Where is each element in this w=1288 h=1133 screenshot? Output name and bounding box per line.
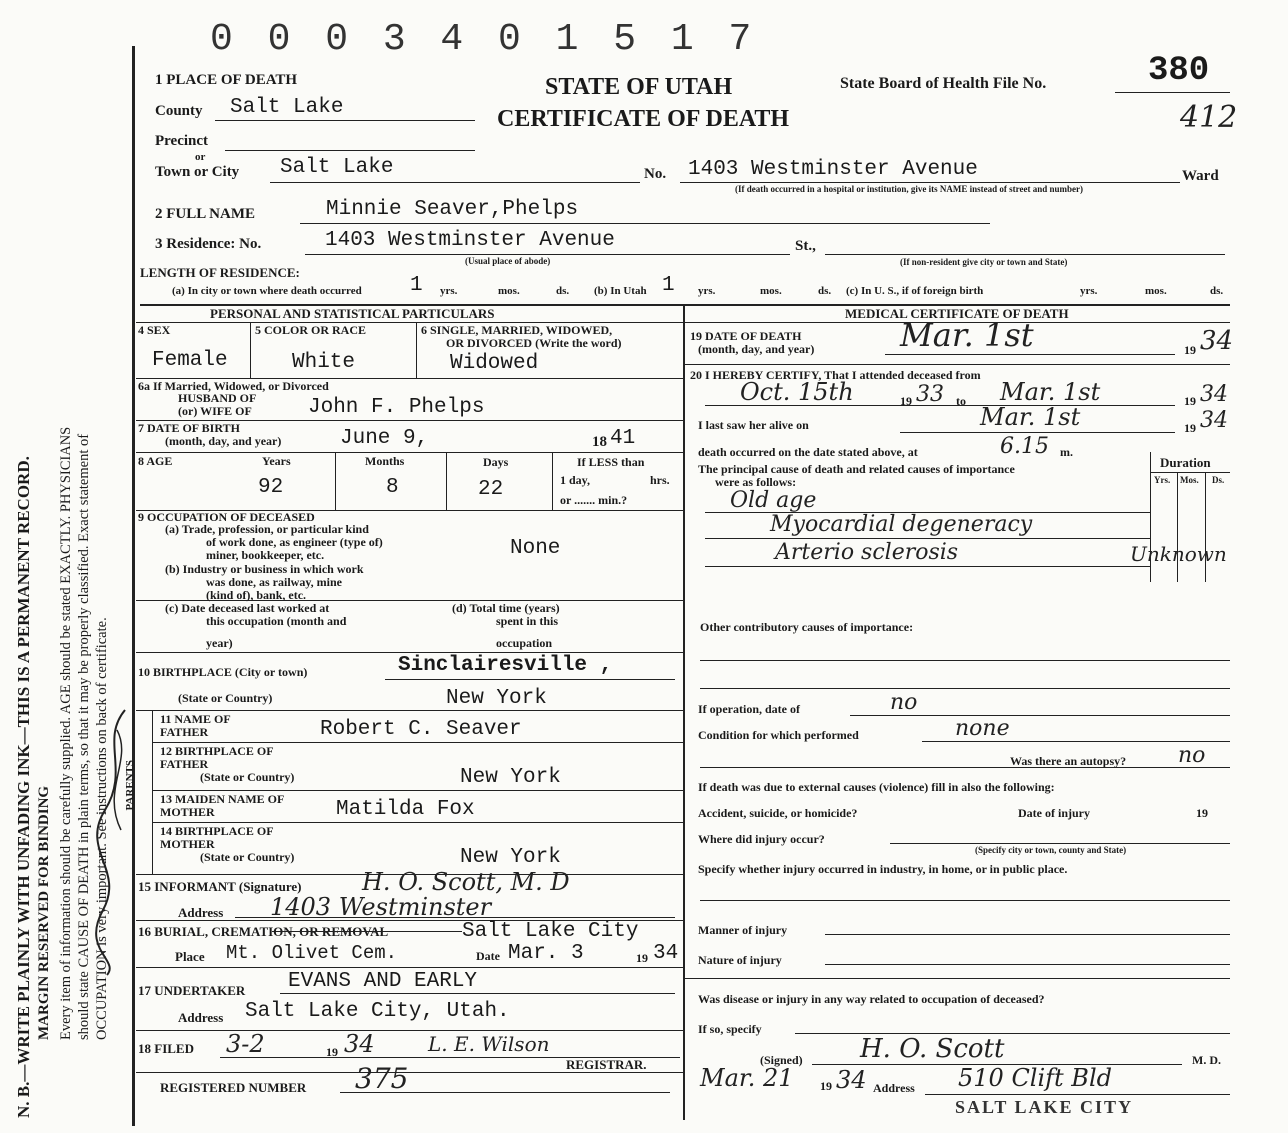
- residence-utah-years: 1: [662, 274, 675, 297]
- age-days-value: 22: [478, 478, 504, 501]
- occupation-b-3: (kind of), bank, etc.: [206, 588, 307, 602]
- file-number-hand: 412: [1180, 100, 1238, 135]
- mother-value: Matilda Fox: [336, 798, 475, 821]
- center-divider: [683, 305, 685, 1120]
- address-stamp: SALT LAKE CITY: [955, 1097, 1134, 1117]
- occurred-label: death occurred on the date stated above, at: [698, 445, 918, 459]
- dod-year: 34: [1200, 326, 1234, 356]
- occupation-d-3: occupation: [496, 636, 553, 650]
- signed-date: Mar. 21: [700, 1064, 794, 1092]
- father-value: Robert C. Seaver: [320, 718, 522, 741]
- town-value: Salt Lake: [280, 156, 394, 179]
- certificate-title: CERTIFICATE OF DEATH: [497, 106, 790, 132]
- residence-us-mos-label: mos.: [1145, 285, 1167, 297]
- precinct-label: Precinct: [155, 133, 209, 149]
- informant-address-line: [235, 917, 675, 918]
- rule-dod: [685, 364, 1230, 365]
- margin-binding: MARGIN RESERVED FOR BINDING: [36, 785, 52, 1040]
- margin-instructions-2: should state CAUSE OF DEATH in plain terms, so that it may be properly classified. Exact statement of: [76, 433, 92, 1040]
- rule-undertaker: [136, 1030, 683, 1031]
- father-state-label: (State or Country): [200, 770, 295, 784]
- physician-address-label: Address: [873, 1081, 915, 1095]
- where-label: Where did injury occur?: [698, 832, 825, 846]
- occupation-a-2: of work done, as engineer (type of): [206, 535, 383, 549]
- color-label: 5 COLOR OR RACE: [255, 323, 367, 337]
- occupation-a-3: miner, bookkeeper, etc.: [206, 548, 325, 562]
- cause-2-line: [705, 538, 1150, 539]
- duration-mos-col: Mos.: [1180, 475, 1199, 485]
- marital-label-1: 6 SINGLE, MARRIED, WIDOWED,: [421, 323, 613, 337]
- state-title: STATE OF UTAH: [545, 74, 733, 100]
- attended-to: Mar. 1st: [1000, 378, 1101, 406]
- rule-filed: [136, 1072, 683, 1073]
- dod-label-1: 19 DATE OF DEATH: [690, 329, 802, 343]
- duration-head-rule: [1150, 472, 1230, 473]
- rule-father-bp: [152, 790, 683, 791]
- duration-label: Duration: [1160, 455, 1211, 470]
- physician-signature: H. O. Scott: [860, 1034, 1005, 1064]
- dob-label-2: (month, day, and year): [165, 434, 282, 448]
- abode-note: (Usual place of abode): [465, 256, 551, 266]
- father-birthplace-label: 12 BIRTHPLACE OF FATHER: [160, 744, 274, 771]
- residence-value: 1403 Westminster Avenue: [325, 229, 615, 252]
- margin-instructions-1: Every item of information should be carefully supplied. AGE should be stated EXACTLY. PHYSICIANS: [58, 426, 74, 1040]
- birthplace-state-label: (State or Country): [178, 691, 273, 705]
- registrar-signature: L. E. Wilson: [428, 1032, 550, 1056]
- burial-place-value: Salt Lake City: [462, 920, 639, 943]
- physician-address-line: [925, 1094, 1230, 1095]
- father-label: 11 NAME OF FATHER: [160, 712, 231, 739]
- hospital-note: (If death occurred in a hospital or institution, give its NAME instead of street and number): [735, 184, 1084, 194]
- marital-value: Widowed: [450, 352, 539, 375]
- from-year-prefix: 19: [900, 394, 912, 408]
- birthplace-state: New York: [446, 687, 547, 710]
- nature-label: Nature of injury: [698, 953, 782, 967]
- manner-line: [825, 934, 1230, 935]
- undertaker-value: EVANS AND EARLY: [288, 970, 478, 993]
- spouse-value: John F. Phelps: [308, 396, 485, 419]
- residence-utah-label: (b) In Utah: [594, 285, 647, 297]
- informant-label: 15 INFORMANT (Signature): [138, 879, 302, 894]
- residence-city-ds-label: ds.: [556, 285, 570, 297]
- residence-us-ds-label: ds.: [1210, 285, 1224, 297]
- filed-line: [220, 1057, 680, 1058]
- rule-nature: [685, 978, 1230, 979]
- registered-number-line: [340, 1092, 670, 1093]
- injury-date-label: Date of injury: [1018, 806, 1090, 820]
- signed-year-prefix: 19: [820, 1079, 832, 1093]
- town-line: [270, 182, 640, 183]
- where-line: [890, 843, 1230, 844]
- operation-label: If operation, date of: [698, 702, 800, 716]
- rule-dob: [136, 452, 683, 453]
- spouse-label-1: 6a If Married, Widowed, or Divorced: [138, 379, 329, 393]
- cause-2: Myocardial degeneracy: [770, 512, 1033, 537]
- last-seen-value: Mar. 1st: [980, 403, 1081, 431]
- filed-label: 18 FILED: [138, 1041, 194, 1056]
- county-value: Salt Lake: [230, 96, 344, 119]
- to-year-prefix: 19: [1184, 394, 1196, 408]
- town-label: Town or City: [155, 164, 240, 180]
- rule-birthplace: [136, 710, 683, 711]
- residence-city-label: (a) In city or town where death occurred: [172, 285, 362, 297]
- father-birthplace-value: New York: [460, 766, 561, 789]
- or-label: or: [195, 151, 206, 163]
- cemetery-value: Mt. Olivet Cem.: [226, 942, 398, 964]
- undertaker-line: [280, 993, 675, 994]
- parents-label-vertical: PARENTS: [124, 760, 136, 811]
- occ-related-label: Was disease or injury in any way related to occupation of deceased?: [698, 992, 1045, 1006]
- spouse-label-2: HUSBAND OF: [178, 391, 257, 405]
- registered-number: 375: [355, 1062, 409, 1095]
- nonresident-note: (If non-resident give city or town and State): [900, 257, 1068, 267]
- last-saw-label: I last saw her alive on: [698, 418, 809, 432]
- age-days-label: Days: [483, 455, 509, 469]
- contributory-line-2: [700, 688, 1230, 689]
- occupation-b-1: (b) Industry or business in which work: [165, 562, 364, 576]
- margin-signature-scribble: [95, 700, 135, 980]
- dob-year: 41: [610, 427, 636, 450]
- birthplace-city: Sinclairesville ,: [398, 654, 613, 677]
- dod-label-2: (month, day, and year): [698, 342, 815, 356]
- full-name-line: [300, 223, 990, 224]
- margin-notice: N. B.—WRITE PLAINLY WITH UNFADING INK—THIS IS A PERMANENT RECORD.: [14, 456, 33, 1118]
- burial-place-label: Place: [175, 949, 205, 964]
- margin-instructions-3: OCCUPATION is very important. See instructions on back of certificate.: [94, 617, 110, 1040]
- signed-year: 34: [836, 1066, 867, 1094]
- condition-value: none: [955, 716, 1010, 741]
- residence-line: [305, 254, 790, 255]
- physician-address: 510 Clift Bld: [958, 1064, 1112, 1092]
- filed-date: 3-2: [226, 1030, 265, 1058]
- condition-line: [922, 741, 1230, 742]
- personal-heading: PERSONAL AND STATISTICAL PARTICULARS: [210, 306, 495, 321]
- operation-value: no: [890, 690, 918, 715]
- duration-ds-col: Ds.: [1212, 475, 1225, 485]
- filed-year: 34: [344, 1030, 375, 1058]
- birthplace-city-line: [385, 679, 675, 680]
- mother-state-label: (State or Country): [200, 850, 295, 864]
- age-less-label: If LESS than: [577, 455, 645, 469]
- undertaker-address-label: Address: [178, 1010, 224, 1025]
- street-value: 1403 Westminster Avenue: [688, 158, 978, 181]
- occupation-c-3: year): [206, 636, 233, 650]
- precinct-line: [225, 150, 475, 151]
- autopsy-value: no: [1178, 743, 1206, 768]
- informant-address-label: Address: [178, 905, 224, 920]
- residence-city-mos-label: mos.: [498, 285, 520, 297]
- attended-from: Oct. 15th: [740, 378, 854, 406]
- last-seen-line: [900, 432, 1175, 433]
- age-label: 8 AGE: [138, 454, 173, 468]
- cause-3-line: [705, 566, 1150, 567]
- nature-line: [825, 964, 1230, 965]
- accident-label: Accident, suicide, or homicide?: [698, 806, 858, 820]
- occupation-d-1: (d) Total time (years): [452, 601, 560, 615]
- death-time-m-label: m.: [1060, 445, 1073, 459]
- age-hrs-label: hrs.: [650, 473, 670, 487]
- residence-st-line: [825, 254, 1225, 255]
- undertaker-label: 17 UNDERTAKER: [138, 983, 246, 998]
- age-years-label: Years: [262, 454, 291, 468]
- ward-label: Ward: [1182, 168, 1219, 184]
- industry-line: [700, 900, 1230, 901]
- dob-value: June 9,: [340, 427, 429, 450]
- serial-number: 0 0 0 3 4 0 1 5 1 7: [210, 18, 758, 61]
- external-label: If death was due to external causes (violence) fill in also the following:: [698, 780, 1055, 794]
- industry-label: Specify whether injury occurred in industry, in home, or in public place.: [698, 862, 1068, 876]
- dod-line: [885, 354, 1175, 355]
- form-left-border: [132, 46, 135, 1126]
- cause-3: Arterio sclerosis: [775, 540, 959, 565]
- cause-1: Old age: [730, 488, 817, 513]
- place-of-death-label: 1 PLACE OF DEATH: [155, 72, 298, 88]
- duration-yrs-col: Yrs.: [1154, 475, 1171, 485]
- occupation-c-1: (c) Date deceased last worked at: [165, 601, 330, 615]
- residence-us-yrs-label: yrs.: [1080, 285, 1098, 297]
- age-months-label: Months: [365, 454, 405, 468]
- birthplace-label: 10 BIRTHPLACE (City or town): [138, 665, 308, 679]
- mother-birthplace-value: New York: [460, 846, 561, 869]
- age-min-label: or ....... min.?: [560, 493, 628, 507]
- sex-label: 4 SEX: [138, 323, 171, 337]
- contributory-label: Other contributory causes of importance:: [700, 620, 914, 634]
- dob-year-prefix: 18: [592, 434, 607, 450]
- cause-label-1: The principal cause of death and related causes of importance: [698, 462, 1015, 476]
- registered-number-label: REGISTERED NUMBER: [160, 1080, 307, 1095]
- occupation-c-2: this occupation (month and: [206, 614, 347, 628]
- occupation-value: None: [510, 537, 561, 560]
- parents-divider: [152, 710, 153, 875]
- dod-year-prefix: 19: [1184, 343, 1196, 357]
- specify-note: (Specify city or town, county and State): [975, 845, 1127, 855]
- attended-line: [705, 405, 1175, 406]
- undertaker-address: Salt Lake City, Utah.: [245, 1000, 510, 1023]
- burial-label: 16 BURIAL, CREMATION, OR REMOVAL: [138, 924, 389, 939]
- md-label: M. D.: [1192, 1053, 1221, 1067]
- burial-date-label: Date: [476, 949, 500, 963]
- cause-3-duration: Unknown: [1130, 542, 1227, 566]
- registrar-label: REGISTRAR.: [566, 1057, 647, 1072]
- autopsy-label: Was there an autopsy?: [1010, 754, 1127, 768]
- color-divider: [416, 322, 417, 378]
- medical-heading: MEDICAL CERTIFICATE OF DEATH: [845, 306, 1069, 321]
- residence-utah-yrs-label: yrs.: [698, 285, 716, 297]
- burial-strike: [272, 931, 462, 932]
- length-of-residence-label: LENGTH OF RESIDENCE:: [140, 265, 300, 280]
- manner-label: Manner of injury: [698, 923, 788, 937]
- mother-label: 13 MAIDEN NAME OF MOTHER: [160, 792, 284, 819]
- if-so-label: If so, specify: [698, 1022, 762, 1036]
- to-year: 34: [1200, 382, 1228, 407]
- death-time: 6.15: [1000, 434, 1049, 459]
- age-years-value: 92: [258, 476, 284, 499]
- file-number-line: [1115, 92, 1230, 93]
- county-line: [215, 120, 475, 121]
- full-name-value: Minnie Seaver,Phelps: [326, 198, 579, 221]
- residence-us-label: (c) In U. S., if of foreign birth: [846, 285, 984, 297]
- injury-year-prefix: 19: [1196, 806, 1208, 820]
- condition-label: Condition for which performed: [698, 728, 859, 742]
- county-label: County: [155, 103, 203, 119]
- last-seen-year-prefix: 19: [1184, 421, 1196, 435]
- full-name-label: 2 FULL NAME: [155, 206, 256, 222]
- dob-label-1: 7 DATE OF BIRTH: [138, 421, 240, 435]
- burial-year-prefix: 19: [636, 951, 648, 965]
- residence-utah-mos-label: mos.: [760, 285, 782, 297]
- rule-father: [152, 742, 683, 743]
- age-div-2: [446, 452, 447, 510]
- board-file-label: State Board of Health File No.: [840, 75, 1047, 92]
- street-no-label: No.: [644, 166, 667, 182]
- certify-label: 20 I HEREBY CERTIFY, That I attended deceased from: [690, 368, 981, 382]
- signed-label: (Signed): [760, 1053, 803, 1067]
- burial-date-value: Mar. 3: [508, 942, 584, 965]
- street-line: [680, 182, 1180, 183]
- residence-city-yrs-label: yrs.: [440, 285, 458, 297]
- age-day-label: 1 day,: [560, 473, 591, 487]
- residence-label: 3 Residence: No.: [155, 236, 262, 252]
- last-seen-year: 34: [1200, 408, 1228, 433]
- residence-city-years: 1: [410, 274, 423, 297]
- color-value: White: [292, 351, 356, 374]
- mother-birthplace-label: 14 BIRTHPLACE OF MOTHER: [160, 824, 274, 851]
- marital-label-2: OR DIVORCED (Write the word): [446, 336, 622, 350]
- age-div-3: [552, 452, 553, 510]
- contributory-line-1: [700, 660, 1230, 661]
- rule-occupation: [136, 652, 683, 653]
- filed-year-prefix: 19: [326, 1045, 338, 1059]
- age-div-1: [335, 452, 336, 510]
- occupation-d-2: spent in this: [496, 614, 559, 628]
- sex-divider: [250, 322, 251, 378]
- file-number: 380: [1148, 52, 1210, 90]
- occupation-b-2: was done, as railway, mine: [206, 575, 343, 589]
- informant-signature: H. O. Scott, M. D: [362, 868, 570, 896]
- age-months-value: 8: [386, 476, 399, 499]
- rule-mother: [152, 822, 683, 823]
- to-label: to: [956, 394, 966, 408]
- burial-year: 34: [653, 942, 679, 965]
- autopsy-line: [700, 767, 1230, 768]
- from-year: 33: [916, 382, 944, 407]
- operation-line: [850, 715, 1230, 716]
- occupation-a-1: (a) Trade, profession, or particular kind: [165, 522, 369, 536]
- informant-address: 1403 Westminster: [270, 893, 492, 921]
- cause-label-2: were as follows:: [715, 475, 797, 489]
- occupation-label: 9 OCCUPATION OF DECEASED: [138, 510, 315, 524]
- rule-burial: [136, 967, 683, 968]
- dod-value: Mar. 1st: [900, 316, 1034, 354]
- spouse-label-3: (or) WIFE OF: [178, 404, 252, 418]
- residence-utah-ds-label: ds.: [818, 285, 832, 297]
- sex-value: Female: [152, 349, 228, 372]
- residence-st-label: St.,: [795, 238, 816, 254]
